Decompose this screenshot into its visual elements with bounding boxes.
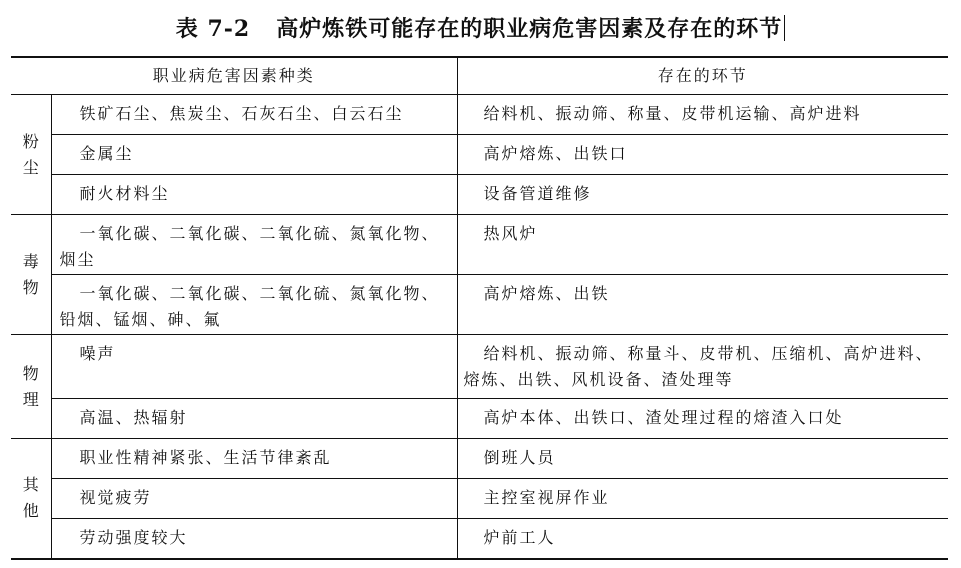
column-header-factor: 职业病危害因素种类 [11,57,457,95]
factor-cell: 铁矿石尘、焦炭尘、石灰石尘、白云石尘 [51,95,457,135]
category-cell [11,439,51,559]
category-label: 物理 [22,363,41,409]
stage-cell: 炉前工人 [457,519,948,559]
factor-cell: 一氧化碳、二氧化碳、二氧化硫、氮氧化物、烟尘 [51,215,457,275]
factor-cell: 金属尘 [51,135,457,175]
category-cell [11,95,51,215]
stage-cell: 高炉本体、出铁口、渣处理过程的熔渣入口处 [457,399,948,439]
table-number: 表 7-2 [175,16,251,42]
column-header-stage: 存在的环节 [457,57,948,95]
table-row [11,519,948,559]
table-row [11,399,948,439]
factor-cell: 一氧化碳、二氧化碳、二氧化硫、氮氧化物、铅烟、锰烟、砷、氟 [51,275,457,335]
factor-cell: 噪声 [51,335,457,399]
table-row [11,175,948,215]
factor-cell: 视觉疲劳 [51,479,457,519]
category-cell [11,335,51,439]
category-cell [11,215,51,335]
stage-cell: 给料机、振动筛、称量、皮带机运输、高炉进料 [483,104,862,123]
table-caption: 高炉炼铁可能存在的职业病危害因素及存在的环节 [276,16,783,42]
table-header-row [11,57,948,95]
text-cursor [784,15,785,41]
stage-cell: 高炉熔炼、出铁口 [457,135,948,175]
table-row [11,479,948,519]
table-row [11,135,948,175]
table-row [11,275,948,335]
table-row [11,215,948,275]
stage-cell: 设备管道维修 [457,175,948,215]
stage-cell: 倒班人员 [457,439,948,479]
stage-cell: 高炉熔炼、出铁 [457,275,948,335]
factor-cell: 高温、热辐射 [51,399,457,439]
category-label: 其他 [22,475,41,521]
stage-cell: 给料机、振动筛、称量斗、皮带机、压缩机、高炉进料、熔炼、出铁、风机设备、渣处理等 [457,335,948,399]
table-row [11,439,948,479]
table-row [11,95,948,135]
stage-cell: 主控室视屏作业 [457,479,948,519]
table-row [11,335,948,399]
stage-cell: 热风炉 [457,215,948,275]
hazard-table [11,56,948,560]
factor-cell: 劳动强度较大 [51,519,457,559]
category-label: 粉尘 [22,131,41,177]
category-label: 毒物 [22,251,41,297]
table-title [0,14,961,44]
factor-cell: 耐火材料尘 [51,175,457,215]
factor-cell: 职业性精神紧张、生活节律紊乱 [51,439,457,479]
